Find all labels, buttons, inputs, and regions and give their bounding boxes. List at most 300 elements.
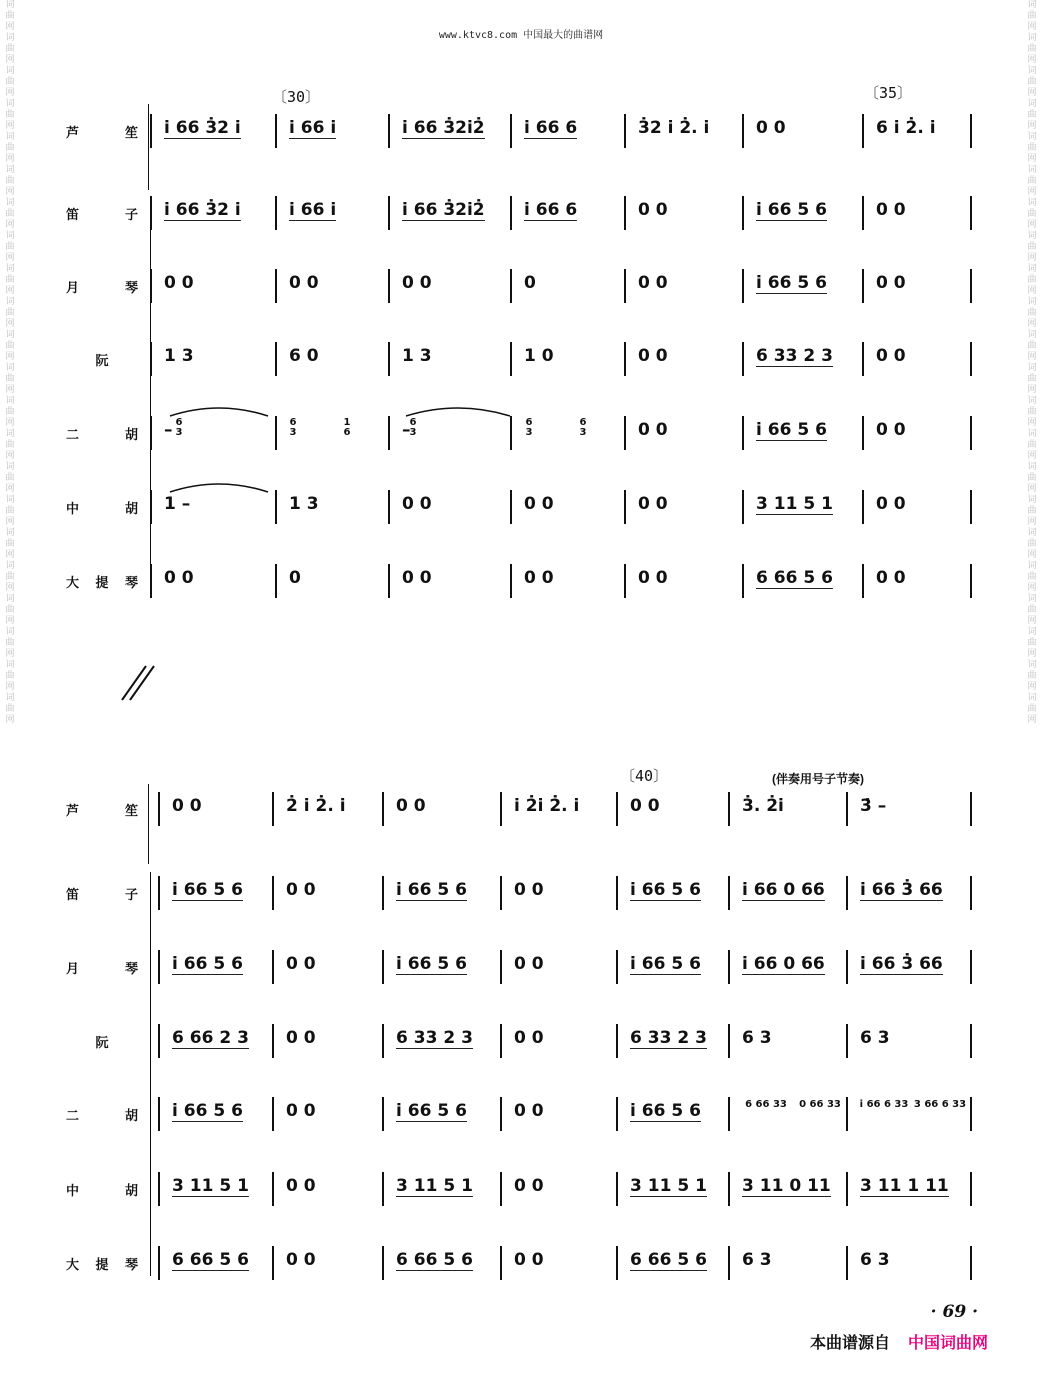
watermark-glyph: 网 bbox=[1027, 286, 1037, 296]
barline bbox=[388, 196, 390, 230]
measure-cell: 0 0 bbox=[172, 796, 202, 816]
watermark-glyph: 词 bbox=[5, 33, 15, 43]
watermark-glyph: 曲 bbox=[5, 44, 15, 54]
watermark-glyph: 网 bbox=[1027, 121, 1037, 131]
measure-cell: 0 0 bbox=[514, 954, 544, 974]
watermark-glyph: 曲 bbox=[1027, 638, 1037, 648]
barline bbox=[272, 950, 274, 984]
watermark-glyph: 网 bbox=[5, 253, 15, 263]
watermark-glyph: 曲 bbox=[5, 572, 15, 582]
barline bbox=[382, 1172, 384, 1206]
instrument-label: 中 胡 bbox=[66, 501, 138, 516]
measure-cell: – bbox=[402, 420, 411, 440]
watermark-glyph: 词 bbox=[1027, 363, 1037, 373]
stacked-chord: 3 66 6 33 bbox=[913, 1099, 967, 1110]
barline bbox=[388, 114, 390, 148]
barline bbox=[970, 1246, 972, 1280]
barline bbox=[158, 792, 160, 826]
barline bbox=[272, 1172, 274, 1206]
barline bbox=[500, 1097, 502, 1131]
source-brand: 中国词曲网 bbox=[908, 1335, 989, 1352]
watermark-glyph: 网 bbox=[1027, 385, 1037, 395]
measure-cell: 1 – bbox=[164, 494, 191, 514]
watermark-glyph: 网 bbox=[5, 187, 15, 197]
measure-cell: 0 0 bbox=[286, 1101, 316, 1121]
source-label: 本曲谱源自 bbox=[810, 1335, 891, 1352]
barline bbox=[150, 490, 152, 524]
watermark-glyph: 曲 bbox=[1027, 506, 1037, 516]
measure-cell: 0 0 bbox=[630, 796, 660, 816]
barline bbox=[970, 564, 972, 598]
stacked-chord: 6 3 bbox=[409, 417, 417, 438]
measure-cell: i 66 i bbox=[289, 118, 337, 138]
watermark-glyph: 词 bbox=[1027, 693, 1037, 703]
watermark-glyph: 曲 bbox=[5, 671, 15, 681]
source-footer bbox=[810, 1330, 988, 1353]
barline bbox=[382, 1246, 384, 1280]
system-brace-strings bbox=[150, 196, 159, 596]
measure-cell: 0 0 bbox=[638, 494, 668, 514]
watermark-glyph: 曲 bbox=[5, 605, 15, 615]
watermark-glyph: 词 bbox=[5, 330, 15, 340]
watermark-glyph: 网 bbox=[5, 616, 15, 626]
instrument-label: 阮 bbox=[95, 353, 109, 368]
barline bbox=[862, 196, 864, 230]
watermark-glyph: 词 bbox=[1027, 264, 1037, 274]
measure-cell: i 66 3̇ 66 bbox=[860, 880, 943, 900]
barline bbox=[510, 564, 512, 598]
measure-cell: i 66 3̇2i2̇ bbox=[402, 200, 485, 220]
watermark-glyph: 词 bbox=[1027, 99, 1037, 109]
watermark-glyph: 网 bbox=[5, 550, 15, 560]
barline bbox=[275, 114, 277, 148]
measure-cell: 3̇ – bbox=[860, 796, 887, 816]
barline bbox=[742, 196, 744, 230]
barline bbox=[846, 1172, 848, 1206]
watermark-glyph: 曲 bbox=[1027, 440, 1037, 450]
barline bbox=[728, 1246, 730, 1280]
measure-cell: i 66 i bbox=[289, 200, 337, 220]
measure-cell: 0 0 bbox=[514, 1028, 544, 1048]
watermark-glyph: 词 bbox=[1027, 66, 1037, 76]
measure-cell: 3 11 5 1 bbox=[756, 494, 833, 514]
measure-cell: 0 0 bbox=[638, 200, 668, 220]
watermark-glyph: 网 bbox=[1027, 187, 1037, 197]
instrument-label: 芦 笙 bbox=[66, 125, 138, 140]
barline bbox=[846, 1246, 848, 1280]
measure-cell: 0 0 bbox=[164, 273, 194, 293]
measure-cell: i 66 5 6 bbox=[172, 880, 243, 900]
watermark-glyph: 网 bbox=[1027, 484, 1037, 494]
watermark-glyph: 网 bbox=[1027, 682, 1037, 692]
measure-cell: i 66 3̇ 66 bbox=[860, 954, 943, 974]
watermark-glyph: 词 bbox=[1027, 660, 1037, 670]
barline bbox=[846, 1024, 848, 1058]
watermark-glyph: 网 bbox=[1027, 352, 1037, 362]
watermark-glyph: 曲 bbox=[1027, 374, 1037, 384]
right-watermark-strip bbox=[1022, 0, 1042, 1378]
watermark-glyph: 词 bbox=[5, 594, 15, 604]
instrument-label: 笛 子 bbox=[66, 887, 138, 902]
barline bbox=[970, 1172, 972, 1206]
watermark-glyph: 曲 bbox=[1027, 110, 1037, 120]
stacked-chord: 1 6 bbox=[343, 417, 351, 438]
measure-cell: 6 3 bbox=[860, 1028, 890, 1048]
measure-cell: 0 0 bbox=[514, 880, 544, 900]
measure-cell: i 66 5 6 bbox=[172, 954, 243, 974]
barline bbox=[388, 564, 390, 598]
instrument-label: 芦 笙 bbox=[66, 803, 138, 818]
watermark-glyph: 网 bbox=[1027, 715, 1037, 725]
measure-cell: 0 0 bbox=[876, 200, 906, 220]
watermark-glyph: 曲 bbox=[5, 275, 15, 285]
barline bbox=[510, 114, 512, 148]
barline bbox=[150, 269, 152, 303]
watermark-glyph: 词 bbox=[1027, 231, 1037, 241]
measure-cell: i 66 5 6 bbox=[630, 954, 701, 974]
watermark-glyph: 曲 bbox=[1027, 671, 1037, 681]
barline bbox=[624, 114, 626, 148]
measure-cell: 0 0 bbox=[402, 494, 432, 514]
rehearsal-mark-35: 〔35〕 bbox=[864, 84, 913, 102]
barline bbox=[382, 876, 384, 910]
barline bbox=[388, 269, 390, 303]
site-header-url: www.ktvc8.com 中国最大的曲谱网 bbox=[438, 30, 604, 41]
measure-cell: 0 0 bbox=[876, 346, 906, 366]
watermark-glyph: 网 bbox=[5, 286, 15, 296]
measure-cell: 6 33 2 3 bbox=[396, 1028, 473, 1048]
barline bbox=[846, 950, 848, 984]
watermark-glyph: 曲 bbox=[1027, 77, 1037, 87]
system-brace-reed-2 bbox=[148, 784, 157, 864]
measure-cell: 6 0 bbox=[289, 346, 319, 366]
measure-cell: 0 0 bbox=[286, 880, 316, 900]
barline bbox=[970, 876, 972, 910]
measure-cell: 6 33 2 3 bbox=[630, 1028, 707, 1048]
watermark-glyph: 曲 bbox=[5, 242, 15, 252]
barline bbox=[616, 792, 618, 826]
watermark-glyph: 网 bbox=[5, 682, 15, 692]
watermark-glyph: 词 bbox=[1027, 627, 1037, 637]
watermark-glyph: 曲 bbox=[5, 11, 15, 21]
measure-cell: i 66 6 bbox=[524, 118, 578, 138]
measure-cell: 0 bbox=[524, 273, 536, 293]
watermark-glyph: 网 bbox=[5, 22, 15, 32]
watermark-glyph: 曲 bbox=[1027, 176, 1037, 186]
stacked-chord: 6 3 bbox=[175, 417, 183, 438]
watermark-glyph: 曲 bbox=[5, 506, 15, 516]
stacked-chord: 6 3 bbox=[525, 417, 533, 438]
instrument-label: 月 琴 bbox=[66, 280, 138, 295]
barline bbox=[272, 1024, 274, 1058]
measure-cell: i 66 5 6 bbox=[756, 200, 827, 220]
watermark-glyph: 曲 bbox=[5, 176, 15, 186]
watermark-glyph: 词 bbox=[1027, 594, 1037, 604]
barline bbox=[970, 196, 972, 230]
watermark-glyph: 曲 bbox=[5, 539, 15, 549]
watermark-glyph: 网 bbox=[5, 649, 15, 659]
watermark-glyph: 网 bbox=[5, 715, 15, 725]
watermark-glyph: 曲 bbox=[1027, 11, 1037, 21]
barline bbox=[158, 1097, 160, 1131]
watermark-glyph: 曲 bbox=[1027, 605, 1037, 615]
watermark-glyph: 词 bbox=[5, 0, 15, 10]
barline bbox=[272, 1097, 274, 1131]
barline bbox=[382, 950, 384, 984]
measure-cell: i 66 6 bbox=[524, 200, 578, 220]
measure-cell: 0 0 bbox=[289, 273, 319, 293]
watermark-glyph: 网 bbox=[5, 88, 15, 98]
measure-cell: 6 3 bbox=[742, 1250, 772, 1270]
watermark-glyph: 词 bbox=[5, 198, 15, 208]
rehearsal-mark-40: 〔40〕 bbox=[620, 767, 669, 785]
watermark-glyph: 网 bbox=[5, 517, 15, 527]
watermark-glyph: 网 bbox=[1027, 649, 1037, 659]
stacked-chord: 6 66 33 bbox=[745, 1099, 787, 1110]
watermark-glyph: 词 bbox=[1027, 297, 1037, 307]
watermark-glyph: 词 bbox=[5, 165, 15, 175]
watermark-glyph: 词 bbox=[5, 66, 15, 76]
barline bbox=[616, 950, 618, 984]
barline bbox=[728, 1172, 730, 1206]
watermark-glyph: 词 bbox=[1027, 165, 1037, 175]
watermark-glyph: 词 bbox=[5, 99, 15, 109]
watermark-glyph: 词 bbox=[1027, 198, 1037, 208]
barline bbox=[275, 564, 277, 598]
watermark-glyph: 词 bbox=[1027, 33, 1037, 43]
measure-cell: 0 0 bbox=[524, 494, 554, 514]
barline bbox=[510, 342, 512, 376]
watermark-glyph: 词 bbox=[1027, 528, 1037, 538]
stacked-chord: 6 3 bbox=[289, 417, 297, 438]
measure-cell: 3 11 0 11 bbox=[742, 1176, 831, 1196]
barline bbox=[742, 269, 744, 303]
instrument-label: 二 胡 bbox=[66, 1108, 138, 1123]
watermark-glyph: 曲 bbox=[5, 110, 15, 120]
watermark-glyph: 网 bbox=[5, 220, 15, 230]
watermark-glyph: 曲 bbox=[5, 704, 15, 714]
measure-cell: 1 3 bbox=[164, 346, 194, 366]
watermark-glyph: 曲 bbox=[1027, 44, 1037, 54]
watermark-glyph: 词 bbox=[5, 693, 15, 703]
watermark-glyph: 网 bbox=[1027, 253, 1037, 263]
stacked-chord: 0 66 33 bbox=[799, 1099, 841, 1110]
watermark-glyph: 词 bbox=[5, 429, 15, 439]
measure-cell: 0 0 bbox=[638, 420, 668, 440]
barline bbox=[272, 792, 274, 826]
barline bbox=[624, 490, 626, 524]
barline bbox=[742, 114, 744, 148]
measure-cell: 0 0 bbox=[164, 568, 194, 588]
barline bbox=[970, 342, 972, 376]
barline bbox=[970, 950, 972, 984]
barline bbox=[970, 269, 972, 303]
watermark-glyph: 网 bbox=[1027, 55, 1037, 65]
barline bbox=[728, 1097, 730, 1131]
slur-arc bbox=[168, 404, 270, 418]
watermark-glyph: 词 bbox=[5, 297, 15, 307]
watermark-glyph: 曲 bbox=[1027, 704, 1037, 714]
watermark-glyph: 网 bbox=[5, 55, 15, 65]
measure-cell: i 66 5 6 bbox=[630, 1101, 701, 1121]
barline bbox=[616, 1172, 618, 1206]
measure-cell: 3 11 5 1 bbox=[396, 1176, 473, 1196]
measure-cell: 6 i 2̇. i bbox=[876, 118, 936, 138]
watermark-glyph: 网 bbox=[1027, 451, 1037, 461]
watermark-glyph: 曲 bbox=[1027, 407, 1037, 417]
barline bbox=[275, 196, 277, 230]
barline bbox=[728, 876, 730, 910]
watermark-glyph: 曲 bbox=[5, 341, 15, 351]
barline bbox=[158, 876, 160, 910]
barline bbox=[158, 1246, 160, 1280]
watermark-glyph: 曲 bbox=[5, 77, 15, 87]
measure-cell: i 2̇i 2̇. i bbox=[514, 796, 580, 816]
barline bbox=[970, 1097, 972, 1131]
watermark-glyph: 词 bbox=[1027, 396, 1037, 406]
barline bbox=[616, 1097, 618, 1131]
barline bbox=[158, 1024, 160, 1058]
watermark-glyph: 词 bbox=[1027, 0, 1037, 10]
measure-cell: 0 0 bbox=[876, 420, 906, 440]
barline bbox=[846, 792, 848, 826]
measure-cell: 6 66 5 6 bbox=[396, 1250, 473, 1270]
measure-cell: 0 0 bbox=[638, 346, 668, 366]
watermark-glyph: 词 bbox=[5, 561, 15, 571]
measure-cell: 0 0 bbox=[402, 273, 432, 293]
measure-cell: 3̇2 i 2̇. i bbox=[638, 118, 710, 138]
watermark-glyph: 网 bbox=[5, 352, 15, 362]
watermark-glyph: 网 bbox=[5, 583, 15, 593]
watermark-glyph: 词 bbox=[1027, 429, 1037, 439]
watermark-glyph: 网 bbox=[1027, 22, 1037, 32]
rehearsal-mark-30: 〔30〕 bbox=[272, 88, 321, 106]
watermark-glyph: 曲 bbox=[5, 440, 15, 450]
measure-cell: 6 3 bbox=[742, 1028, 772, 1048]
measure-cell: 3 11 5 1 bbox=[630, 1176, 707, 1196]
watermark-glyph: 曲 bbox=[1027, 539, 1037, 549]
barline bbox=[510, 416, 512, 450]
measure-cell: 0 0 bbox=[286, 1176, 316, 1196]
watermark-glyph: 词 bbox=[5, 462, 15, 472]
watermark-glyph: 网 bbox=[5, 484, 15, 494]
barline bbox=[500, 1172, 502, 1206]
watermark-glyph: 词 bbox=[5, 231, 15, 241]
measure-cell: 6 66 5 6 bbox=[630, 1250, 707, 1270]
watermark-glyph: 词 bbox=[5, 660, 15, 670]
barline bbox=[970, 1024, 972, 1058]
barline bbox=[388, 416, 390, 450]
barline bbox=[272, 876, 274, 910]
watermark-glyph: 网 bbox=[5, 121, 15, 131]
watermark-glyph: 词 bbox=[1027, 495, 1037, 505]
barline bbox=[616, 1024, 618, 1058]
barline bbox=[862, 342, 864, 376]
measure-cell: 0 0 bbox=[396, 796, 426, 816]
measure-cell: 0 0 bbox=[876, 273, 906, 293]
barline bbox=[150, 416, 152, 450]
barline bbox=[510, 269, 512, 303]
barline bbox=[388, 342, 390, 376]
watermark-glyph: 网 bbox=[1027, 154, 1037, 164]
watermark-glyph: 曲 bbox=[1027, 209, 1037, 219]
barline bbox=[728, 792, 730, 826]
watermark-glyph: 曲 bbox=[5, 407, 15, 417]
barline bbox=[624, 196, 626, 230]
barline bbox=[500, 876, 502, 910]
measure-cell: i 66 5 6 bbox=[630, 880, 701, 900]
measure-cell: 6 3 bbox=[860, 1250, 890, 1270]
measure-cell: 0 0 bbox=[286, 1250, 316, 1270]
measure-cell: i 66 3̇2 i bbox=[164, 118, 241, 138]
barline bbox=[382, 1024, 384, 1058]
barline bbox=[728, 1024, 730, 1058]
barline bbox=[970, 792, 972, 826]
system-brace-strings-2 bbox=[150, 872, 159, 1276]
measure-cell: 0 0 bbox=[402, 568, 432, 588]
barline bbox=[728, 950, 730, 984]
barline bbox=[846, 876, 848, 910]
watermark-glyph: 网 bbox=[5, 451, 15, 461]
barline bbox=[862, 564, 864, 598]
page-number: · 69 · bbox=[930, 1302, 978, 1322]
watermark-glyph: 网 bbox=[5, 418, 15, 428]
barline bbox=[388, 490, 390, 524]
barline bbox=[158, 950, 160, 984]
measure-cell: i 66 5 6 bbox=[396, 954, 467, 974]
barline bbox=[500, 792, 502, 826]
measure-cell: 0 0 bbox=[514, 1176, 544, 1196]
watermark-glyph: 曲 bbox=[1027, 473, 1037, 483]
barline bbox=[275, 490, 277, 524]
measure-cell: 0 0 bbox=[286, 954, 316, 974]
barline bbox=[275, 342, 277, 376]
measure-cell: 1 0 bbox=[524, 346, 554, 366]
barline bbox=[500, 1024, 502, 1058]
barline bbox=[150, 342, 152, 376]
barline bbox=[970, 490, 972, 524]
measure-cell: 0 0 bbox=[514, 1101, 544, 1121]
watermark-glyph: 曲 bbox=[5, 374, 15, 384]
barline bbox=[624, 342, 626, 376]
watermark-glyph: 网 bbox=[5, 319, 15, 329]
barline bbox=[624, 564, 626, 598]
barline bbox=[150, 564, 152, 598]
measure-cell: 0 bbox=[289, 568, 301, 588]
watermark-glyph: 网 bbox=[1027, 220, 1037, 230]
watermark-glyph: 曲 bbox=[1027, 308, 1037, 318]
barline bbox=[624, 416, 626, 450]
barline bbox=[150, 114, 152, 148]
measure-cell: i 66 5 6 bbox=[756, 420, 827, 440]
accompaniment-note: (伴奏用号子节奏) bbox=[772, 772, 864, 786]
instrument-label: 笛 子 bbox=[66, 207, 138, 222]
instrument-label: 月 琴 bbox=[66, 961, 138, 976]
watermark-glyph: 词 bbox=[1027, 561, 1037, 571]
watermark-glyph: 网 bbox=[1027, 418, 1037, 428]
measure-cell: 0 0 bbox=[638, 568, 668, 588]
barline bbox=[382, 792, 384, 826]
barline bbox=[862, 416, 864, 450]
instrument-label: 大 提 琴 bbox=[66, 1257, 138, 1272]
watermark-glyph: 词 bbox=[5, 363, 15, 373]
measure-cell: i 66 0 66 bbox=[742, 954, 825, 974]
measure-cell: i 66 5 6 bbox=[172, 1101, 243, 1121]
barline bbox=[150, 196, 152, 230]
watermark-glyph: 词 bbox=[1027, 132, 1037, 142]
watermark-glyph: 网 bbox=[1027, 616, 1037, 626]
slur-arc bbox=[168, 480, 270, 494]
